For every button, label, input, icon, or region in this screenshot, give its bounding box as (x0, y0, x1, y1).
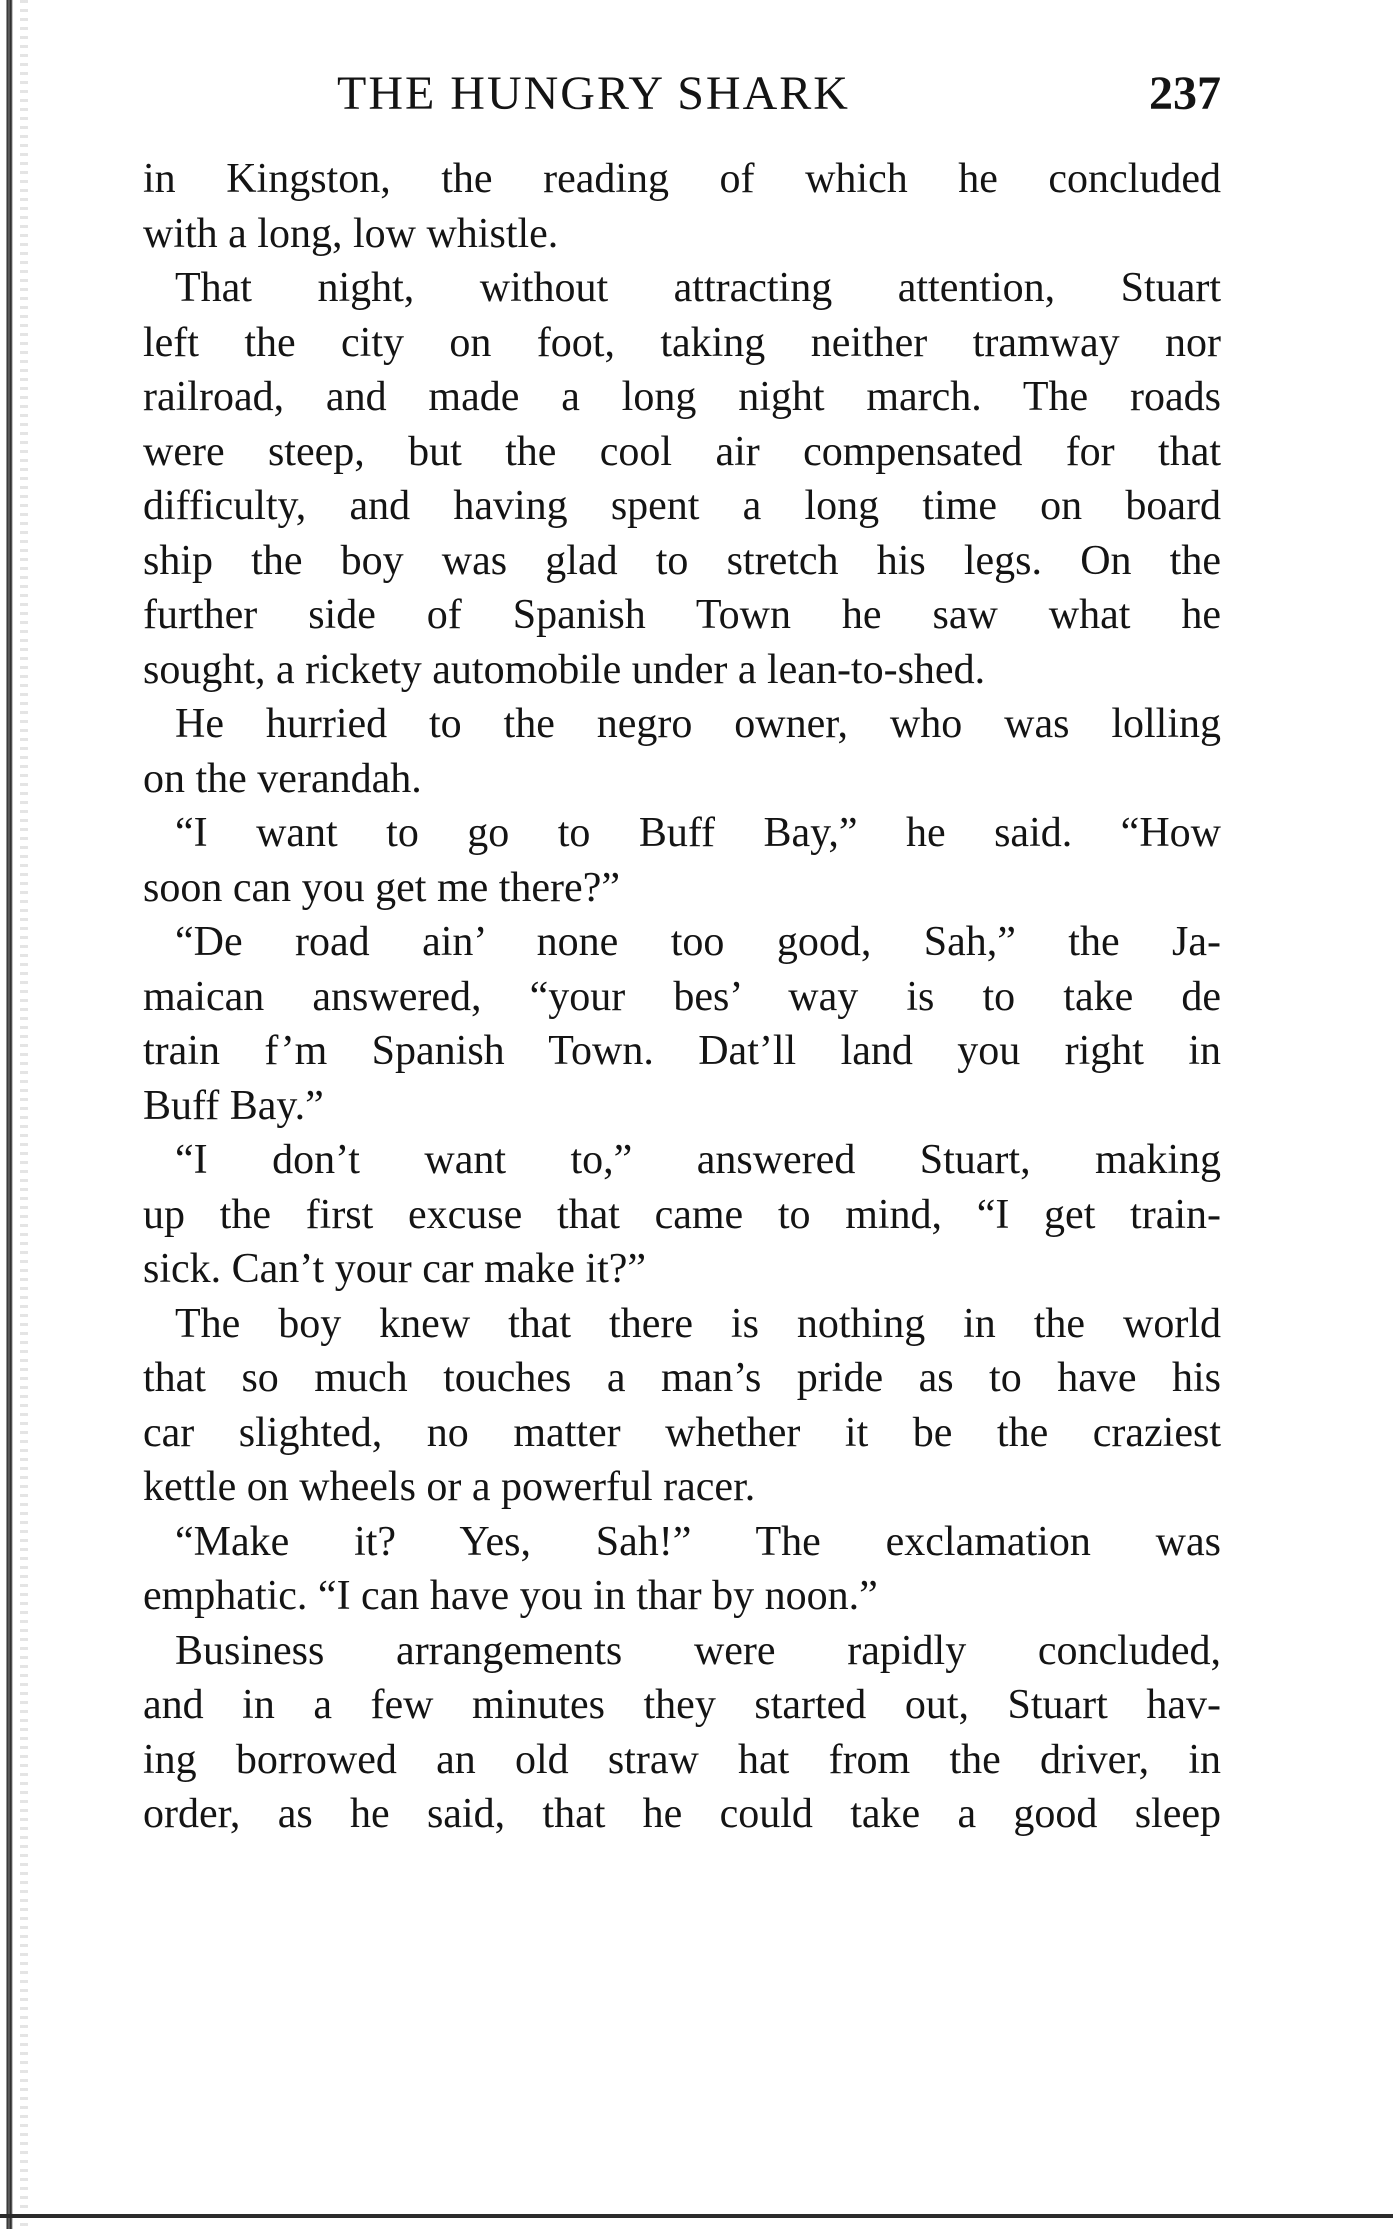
text-line: car slighted, no matter whether it be the craziest (143, 1409, 1221, 1456)
text-line: That night, without attracting attention, Stuart (175, 265, 1221, 311)
text-line: Business arrangements were rapidly concluded, (175, 1627, 1221, 1674)
text-line: further side of Spanish Town he saw what he (143, 592, 1221, 638)
text-line: on the verandah. (143, 755, 422, 802)
text-line: emphatic. “I can have you in thar by noon.” (143, 1573, 878, 1619)
body-text (143, 152, 1221, 1842)
text-line: “I don’t want to,” answered Stuart, making (175, 1137, 1221, 1183)
text-line: up the first excuse that came to mind, “I get train- (143, 1191, 1221, 1238)
page-number: 237 (1149, 67, 1221, 120)
text-line: ing borrowed an old straw hat from the driver, in (143, 1736, 1221, 1783)
text-line: sick. Can’t your car make it?” (143, 1246, 647, 1292)
text-line: maican answered, “your bes’ way is to take de (143, 973, 1221, 1020)
text-line: train f’m Spanish Town. Dat’ll land you right in (143, 1028, 1221, 1074)
page-header (143, 64, 1221, 124)
text-line: The boy knew that there is nothing in the world (175, 1300, 1221, 1347)
text-line: kettle on wheels or a powerful racer. (143, 1464, 756, 1510)
text-line: soon can you get me there?” (143, 864, 620, 911)
text-line: order, as he said, that he could take a good sleep (143, 1791, 1221, 1837)
text-line: ship the boy was glad to stretch his legs. On the (143, 537, 1221, 584)
text-line: “I want to go to Buff Bay,” he said. “How (175, 810, 1221, 856)
text-line: railroad, and made a long night march. The roads (143, 374, 1221, 420)
running-title: THE HUNGRY SHARK (337, 67, 850, 120)
page-bottom-edge (0, 2214, 1393, 2218)
text-line: were steep, but the cool air compensated for that (143, 428, 1221, 475)
text-line: He hurried to the negro owner, who was lolling (175, 701, 1221, 747)
text-line: difficulty, and having spent a long time on board (143, 483, 1221, 529)
text-line: Buff Bay.” (143, 1082, 324, 1129)
text-line: sought, a rickety automobile under a lean-to-shed. (143, 646, 986, 693)
binding-shadow (20, 0, 28, 2229)
text-line: “De road ain’ none too good, Sah,” the Ja- (175, 919, 1221, 965)
text-line: in Kingston, the reading of which he concluded (143, 156, 1221, 202)
text-line: that so much touches a man’s pride as to have his (143, 1355, 1221, 1401)
text-line: with a long, low whistle. (143, 210, 559, 257)
binding-edge (0, 0, 16, 2229)
text-line: and in a few minutes they started out, Stuart hav- (143, 1682, 1221, 1728)
text-line: “Make it? Yes, Sah!” The exclamation was (175, 1518, 1221, 1565)
text-line: left the city on foot, taking neither tramway nor (143, 319, 1221, 366)
